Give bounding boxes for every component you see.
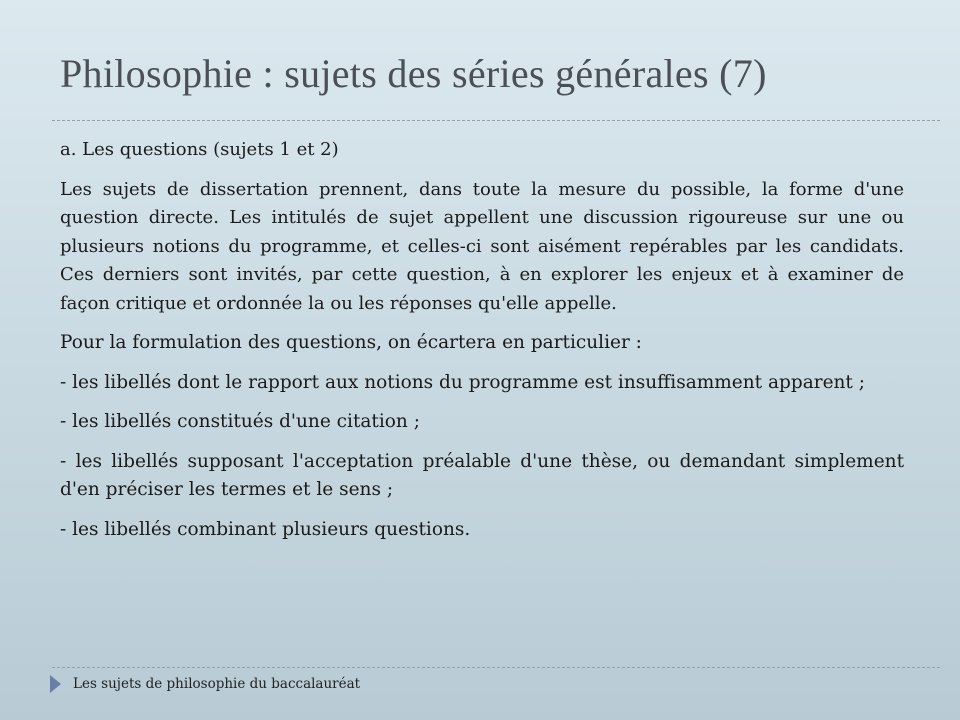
exclusion-item: - les libellés constitués d'une citation ;	[60, 411, 420, 432]
footer	[50, 675, 360, 693]
slide-body	[60, 136, 904, 555]
title-divider	[52, 120, 940, 121]
section-heading: a. Les questions (sujets 1 et 2)	[60, 139, 339, 160]
footer-text: Les sujets de philosophie du baccalauréat	[73, 676, 361, 692]
exclusion-item: - les libellés dont le rapport aux notions du programme est insuffisamment apparent ;	[60, 371, 865, 393]
body-paragraph: Les sujets de dissertation prennent, dans toute la mesure du possible, la forme d'une question directe. Les intitulés de sujet appellent une discussion rigoureuse sur une ou plusieurs notions du programme, et celles-ci sont aisément repérables par les candidats. Ces derniers sont invités, par cette question, à en explorer les enjeux et à examiner de façon critique et ordonnée la ou les réponses qu'elle appelle.	[60, 178, 904, 314]
exclusion-item: - les libellés combinant plusieurs questions.	[60, 518, 471, 540]
slide-title: Philosophie : sujets des séries générales (7)	[60, 51, 767, 96]
body-paragraph: Pour la formulation des questions, on écartera en particulier :	[60, 332, 642, 353]
exclusion-item: - les libellés supposant l'acceptation préalable d'une thèse, ou demandant simplement d'en préciser les termes et le sens ;	[60, 450, 904, 500]
footer-divider	[52, 667, 940, 668]
triangle-right-icon	[50, 675, 61, 693]
